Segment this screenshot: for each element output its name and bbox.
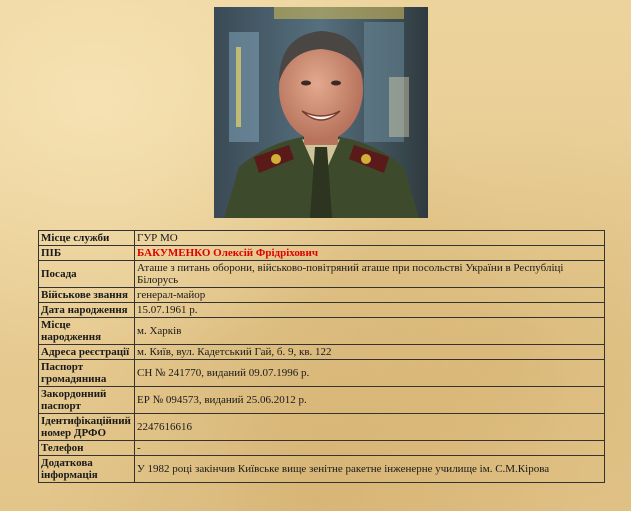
row-value: Аташе з питань оборони, військово-повітряний аташе при посольстві України в Республіці Білорусь (135, 261, 605, 288)
row-value: м. Харків (135, 318, 605, 345)
row-value: - (135, 441, 605, 456)
row-value: м. Київ, вул. Кадетський Гай, б. 9, кв. 122 (135, 345, 605, 360)
table-row (39, 318, 605, 345)
row-value: генерал-майор (135, 288, 605, 303)
table-row (39, 456, 605, 483)
table-row (39, 414, 605, 441)
person-name: БАКУМЕНКО Олексій Фрідріхович (135, 246, 605, 261)
row-label: Посада (39, 261, 135, 288)
row-value: У 1982 році закінчив Київське вище зенітне ракетне інженерне училище ім. С.М.Кірова (135, 456, 605, 483)
table-row (39, 246, 605, 261)
row-label: ПІБ (39, 246, 135, 261)
row-label: Ідентифікаційний номер ДРФО (39, 414, 135, 441)
row-value: 2247616616 (135, 414, 605, 441)
portrait-photo-graphic (214, 7, 428, 218)
table-row (39, 261, 605, 288)
row-value: 15.07.1961 р. (135, 303, 605, 318)
dossier-table (38, 230, 605, 483)
table-row (39, 441, 605, 456)
row-value: СН № 241770, виданий 09.07.1996 р. (135, 360, 605, 387)
row-label: Паспорт громадянина (39, 360, 135, 387)
row-label: Місце служби (39, 231, 135, 246)
row-label: Військове звання (39, 288, 135, 303)
table-row (39, 231, 605, 246)
row-label: Телефон (39, 441, 135, 456)
row-value: ГУР МО (135, 231, 605, 246)
table-row (39, 360, 605, 387)
row-value: ЕР № 094573, виданий 25.06.2012 р. (135, 387, 605, 414)
table-row (39, 345, 605, 360)
table-row (39, 303, 605, 318)
row-label: Додаткова інформація (39, 456, 135, 483)
table-row (39, 288, 605, 303)
row-label: Закордонний паспорт (39, 387, 135, 414)
row-label: Місце народження (39, 318, 135, 345)
portrait-photo (214, 7, 428, 218)
table-row (39, 387, 605, 414)
row-label: Адреса реєстрації (39, 345, 135, 360)
row-label: Дата народження (39, 303, 135, 318)
